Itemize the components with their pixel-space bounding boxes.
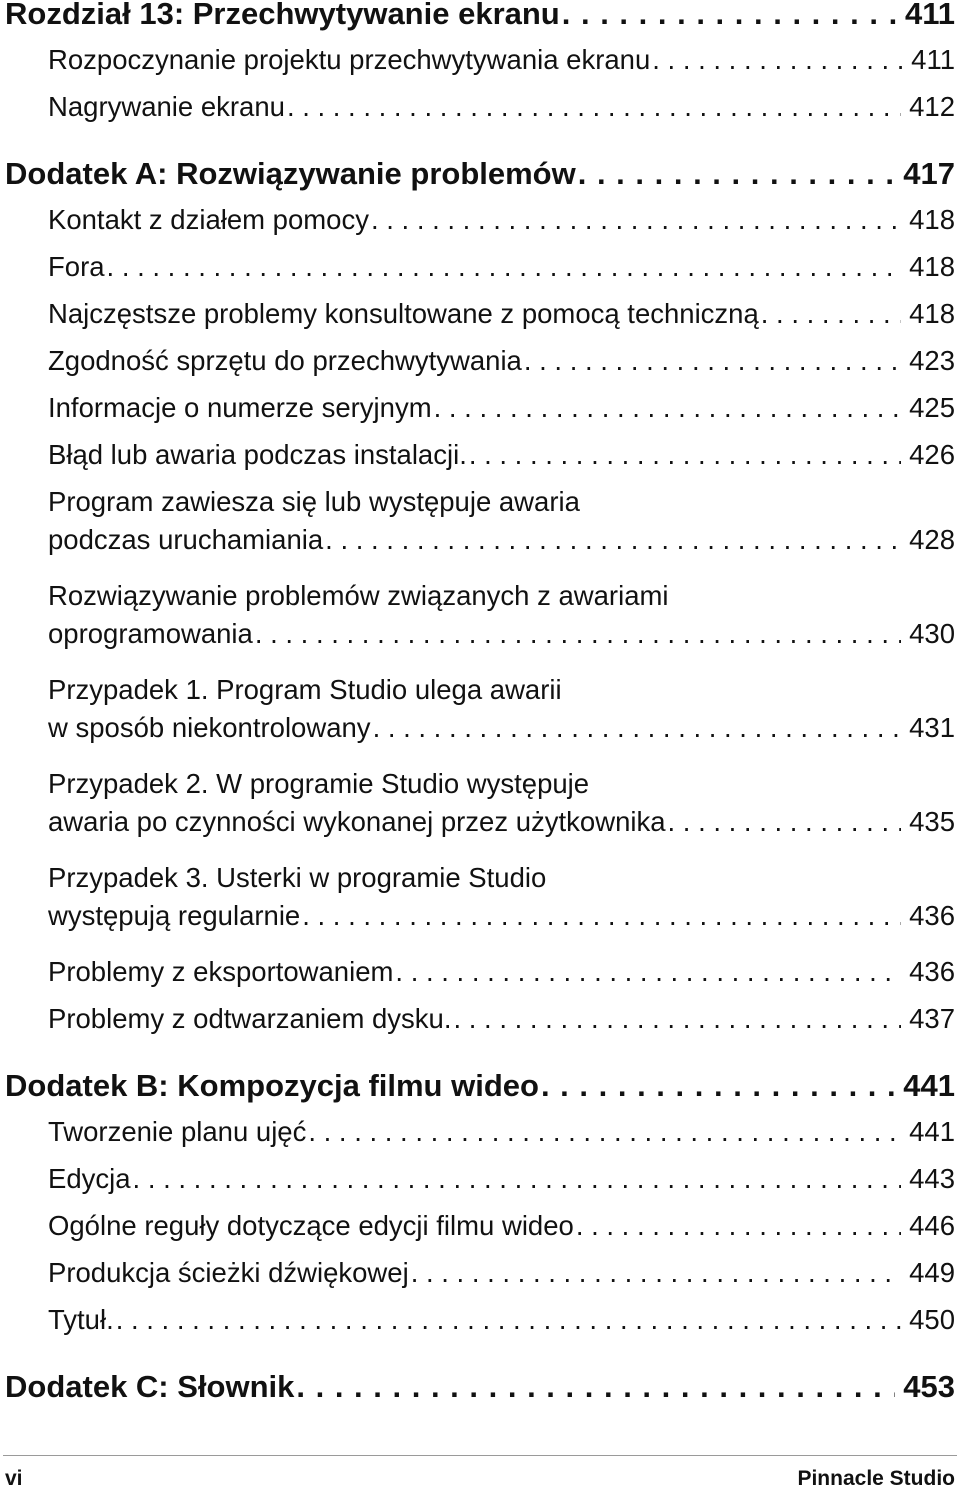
toc-page-number: 435	[909, 806, 955, 837]
dot-leader	[668, 803, 902, 841]
toc-entry[interactable]	[5, 436, 955, 474]
toc-page-number: 436	[909, 956, 955, 987]
dot-leader	[562, 0, 897, 36]
toc-page-number: 453	[903, 1369, 955, 1404]
dot-leader	[133, 1160, 902, 1198]
dot-leader	[373, 709, 902, 747]
toc-entry[interactable]	[5, 1113, 955, 1151]
toc-entry[interactable]	[5, 41, 955, 79]
toc-entry-title: Rozpoczynanie projektu przechwytywania ekranu	[48, 44, 651, 75]
toc-entry[interactable]	[5, 1254, 955, 1292]
toc-chapter-title: Dodatek C: Słownik	[5, 1369, 295, 1404]
toc-entry-title: Tworzenie planu ujęć	[48, 1116, 307, 1147]
table-of-contents	[5, 0, 955, 1409]
dot-leader	[107, 248, 902, 286]
toc-page-number: 425	[909, 392, 955, 423]
dot-leader	[371, 201, 901, 239]
dot-leader	[434, 389, 902, 427]
toc-entry-title: Nagrywanie ekranu	[48, 91, 285, 122]
toc-chapter[interactable]	[5, 1064, 955, 1108]
toc-entry[interactable]	[5, 765, 955, 841]
toc-entry[interactable]	[5, 389, 955, 427]
toc-entry-title: Problemy z eksportowaniem	[48, 956, 394, 987]
toc-entry-title: Problemy z odtwarzaniem dysku.	[48, 1003, 452, 1034]
dot-leader	[308, 1113, 901, 1151]
toc-entry-title: Najczęstsze problemy konsultowane z pomocą techniczną	[48, 298, 759, 329]
toc-page-number: 428	[909, 524, 955, 555]
dot-leader	[578, 152, 896, 196]
toc-entry[interactable]	[5, 1301, 955, 1339]
toc-page-number: 430	[909, 618, 955, 649]
toc-entry-title: Błąd lub awaria podczas instalacji.	[48, 439, 467, 470]
toc-entry-title: Kontakt z działem pomocy	[48, 204, 369, 235]
toc-entry-title: Zgodność sprzętu do przechwytywania	[48, 345, 522, 376]
toc-page-number: 417	[903, 156, 955, 191]
toc-entry-title: Ogólne reguły dotyczące edycji filmu wideo	[48, 1210, 574, 1241]
dot-leader	[541, 1064, 895, 1108]
toc-entry[interactable]	[5, 248, 955, 286]
toc-entry[interactable]	[5, 483, 955, 559]
toc-entry[interactable]	[5, 859, 955, 935]
toc-entry[interactable]	[5, 1000, 955, 1038]
dot-leader	[761, 295, 901, 333]
dot-leader	[411, 1254, 901, 1292]
toc-entry-title: podczas uruchamiania	[48, 524, 324, 555]
dot-leader	[395, 953, 901, 991]
toc-entry[interactable]	[5, 953, 955, 991]
toc-page-number: 443	[909, 1163, 955, 1194]
dot-leader	[287, 88, 901, 126]
dot-leader	[652, 41, 903, 79]
toc-chapter[interactable]	[5, 0, 955, 36]
toc-entry-title-line1: Program zawiesza się lub występuje awaria	[48, 486, 580, 517]
toc-entry-title: występują regularnie	[48, 900, 301, 931]
toc-page-number: 423	[909, 345, 955, 376]
toc-entry-title: oprogramowania	[48, 618, 253, 649]
toc-entry[interactable]	[5, 1207, 955, 1245]
toc-entry-title: Produkcja ścieżki dźwiękowej	[48, 1257, 409, 1288]
toc-entry[interactable]	[5, 671, 955, 747]
toc-entry[interactable]	[5, 1160, 955, 1198]
toc-page-number: 450	[909, 1304, 955, 1335]
toc-page-number: 431	[909, 712, 955, 743]
toc-entry[interactable]	[5, 342, 955, 380]
footer-divider	[3, 1455, 957, 1456]
toc-entry[interactable]	[5, 88, 955, 126]
toc-page-number: 412	[909, 91, 955, 122]
toc-page-number: 436	[909, 900, 955, 931]
page-footer	[5, 1466, 955, 1492]
toc-page-number: 426	[909, 439, 955, 470]
toc-chapter[interactable]	[5, 1365, 955, 1409]
dot-leader	[576, 1207, 901, 1245]
toc-page-number: 441	[903, 1068, 955, 1103]
toc-chapter[interactable]	[5, 152, 955, 196]
toc-chapter-title: Dodatek A: Rozwiązywanie problemów	[5, 156, 576, 191]
dot-leader	[116, 1301, 901, 1339]
toc-page-number: 411	[911, 44, 955, 75]
dot-leader	[255, 615, 901, 653]
footer-product-name: Pinnacle Studio	[797, 1467, 955, 1490]
toc-page-number: 441	[909, 1116, 955, 1147]
toc-page-number: 437	[909, 1003, 955, 1034]
toc-entry-title: awaria po czynności wykonanej przez użytkownika	[48, 806, 666, 837]
toc-chapter-title: Dodatek B: Kompozycja filmu wideo	[5, 1068, 539, 1103]
dot-leader	[296, 1365, 895, 1409]
dot-leader	[325, 521, 901, 559]
toc-chapter-title: Rozdział 13: Przechwytywanie ekranu	[5, 0, 560, 31]
toc-entry-title-line1: Rozwiązywanie problemów związanych z awariami	[48, 580, 669, 611]
toc-page-number: 411	[904, 0, 955, 31]
toc-entry[interactable]	[5, 295, 955, 333]
dot-leader	[524, 342, 901, 380]
dot-leader	[454, 1000, 902, 1038]
toc-entry-title: Informacje o numerze seryjnym	[48, 392, 432, 423]
toc-page-number: 418	[909, 251, 955, 282]
toc-page-number: 449	[909, 1257, 955, 1288]
toc-entry-title-line1: Przypadek 2. W programie Studio występuje	[48, 768, 590, 799]
toc-entry-title: Tytuł.	[48, 1304, 114, 1335]
toc-entry-title-line1: Przypadek 1. Program Studio ulega awarii	[48, 674, 562, 705]
toc-page-number: 418	[909, 204, 955, 235]
toc-page-number: 446	[909, 1210, 955, 1241]
toc-entry-title: w sposób niekontrolowany	[48, 712, 371, 743]
toc-entry[interactable]	[5, 201, 955, 239]
toc-entry-title: Fora	[48, 251, 105, 282]
dot-leader	[302, 897, 901, 935]
dot-leader	[469, 436, 901, 474]
toc-page-number: 418	[909, 298, 955, 329]
footer-page-label: vi	[5, 1467, 23, 1490]
toc-entry-title-line1: Przypadek 3. Usterki w programie Studio	[48, 862, 547, 893]
toc-entry[interactable]	[5, 577, 955, 653]
toc-entry-title: Edycja	[48, 1163, 131, 1194]
